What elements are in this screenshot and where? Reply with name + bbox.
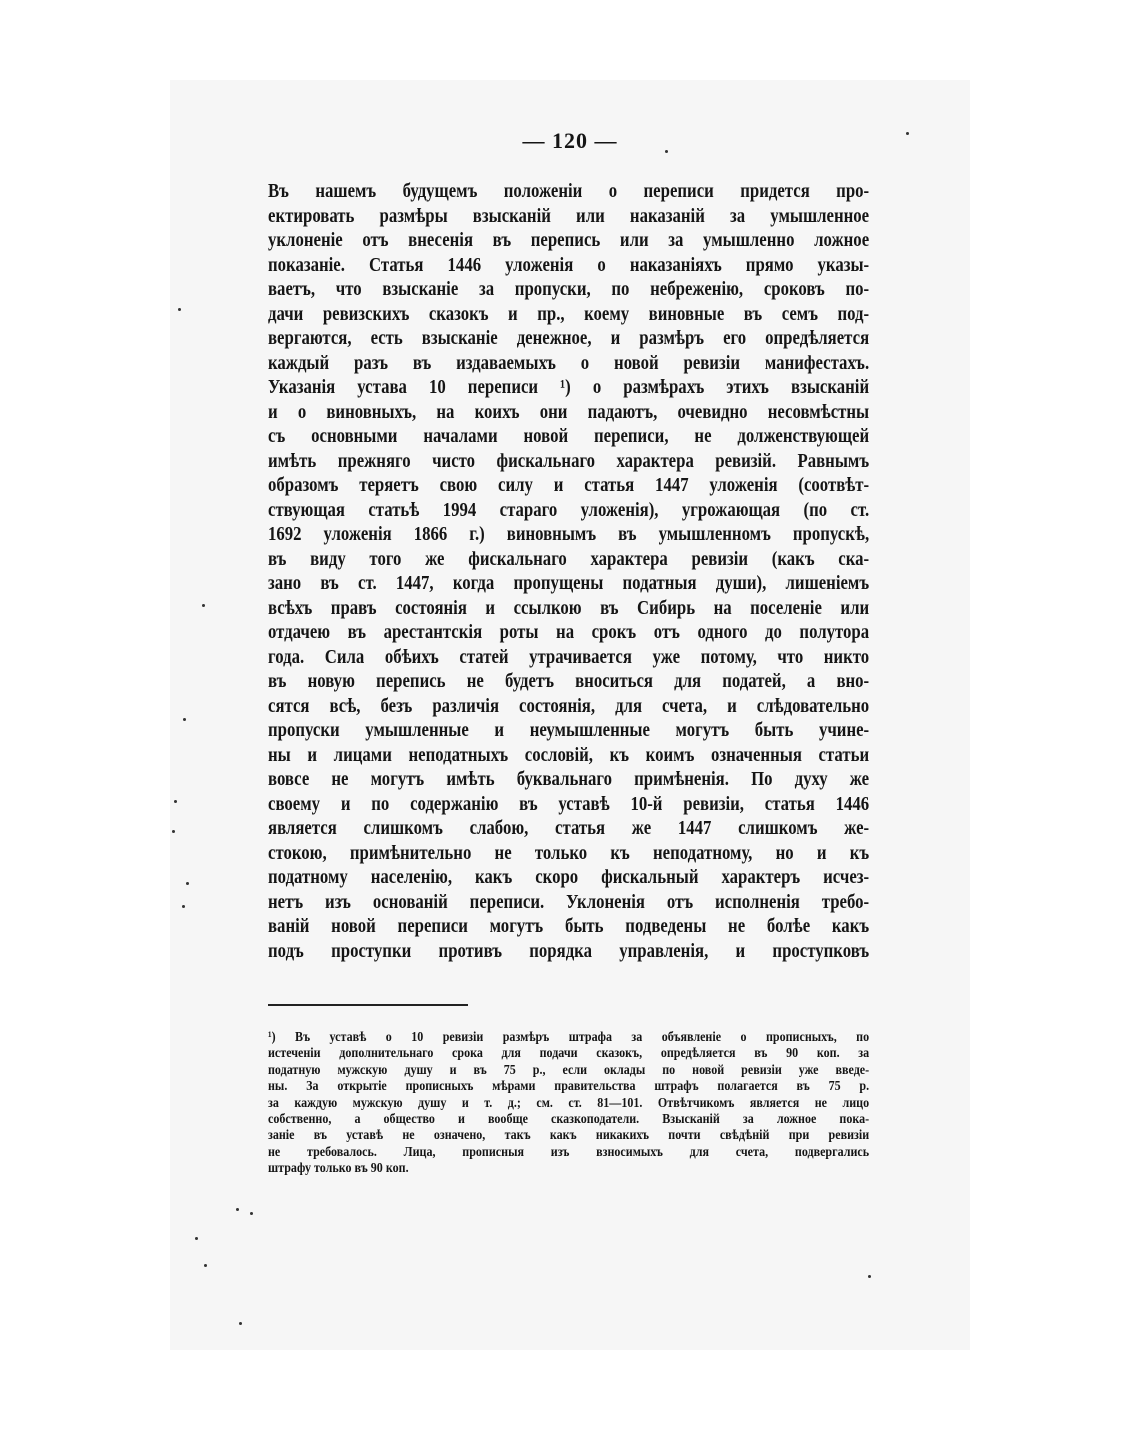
scan-speck [202,604,205,607]
footnote [268,1030,869,1178]
text-line: сятся всѣ, безъ различія состоянія, для счета, и слѣдовательно [268,695,870,717]
text-line: ствующая статьѣ 1994 стараго уложенія), угрожающая (по ст. [268,499,870,521]
text-line: является слишкомъ слабою, статья же 1447 слишкомъ же- [268,818,870,839]
text-line: въ виду того же фискальнаго характера ревизіи (какъ ска- [268,548,870,570]
text-line: вергаются, есть взысканіе денежное, и размѣръ его опредѣляется [268,328,870,349]
footnote-divider [268,1004,468,1006]
text-line: и о виновныхъ, на коихъ они падаютъ, очевидно несовмѣстны [268,401,870,423]
scan-speck [250,1212,253,1215]
text-line: Въ нашемъ будущемъ положеніи о переписи придется про- [268,181,870,202]
text-line: всѣхъ правъ состоянія и ссылкою въ Сибирь на поселеніе или [268,597,870,619]
text-line: имѣть прежняго чисто фискальнаго характера ревизій. Равнымъ [268,450,870,472]
footnote-line: ны. За открытіе прописныхъ мѣрами правительства штрафъ полагается въ 75 р. [268,1079,870,1095]
text-line: ны и лицами неподатныхъ сословій, къ коимъ означенныя статьи [268,744,870,766]
footnote-line: штрафу только въ 90 коп. [268,1161,409,1177]
scan-speck [204,1264,207,1267]
body-text [268,180,869,964]
text-line: своему и по содержанію въ уставѣ 10-й ревизіи, статья 1446 [268,793,870,815]
scan-speck [182,905,185,908]
text-line: ваній новой переписи могутъ быть подведены не болѣе какъ [268,916,870,937]
footnote-line: не требовалось. Лица, прописныя изъ взносимыхъ для счета, подвергались [268,1144,870,1160]
footnote-line: за каждую мужскую душу и т. д.; см. ст. 81—101. Отвѣтчикомъ является не лицо [268,1095,870,1111]
text-line: зано въ ст. 1447, когда пропущены податныя души), лишеніемъ [268,573,870,594]
text-line: нетъ изъ основаній переписи. Уклоненія отъ исполненія требо- [268,891,870,913]
text-line: подъ проступки противъ порядка управленія, и проступковъ [268,940,870,962]
text-line: дачи ревизскихъ сказокъ и пр., коему виновные въ семъ под- [268,303,870,325]
text-line: стокою, примѣнительно не только къ неподатному, но и къ [268,842,870,864]
text-line: пропуски умышленные и неумышленные могутъ быть учине- [268,720,870,741]
footnote-line: податную мужскую душу и въ 75 р., если оклады по новой ревизіи уже введе- [268,1062,870,1078]
footnote-line: заніе въ уставѣ не означено, такъ какъ никакихъ почти свѣдѣній при ревизіи [268,1128,870,1144]
text-line: ваетъ, что взысканіе за пропуски, по небреженію, сроковъ по- [268,279,870,300]
scan-speck [239,1322,242,1325]
scan-speck [195,1237,198,1240]
text-line: отдачею въ арестантскія роты на срокъ отъ одного до полутора [268,622,870,643]
scan-speck [868,1275,871,1278]
scan-speck [174,800,177,803]
page-number: — 120 — [522,128,618,153]
footnote-line: истеченіи дополнительнаго срока для подачи сказокъ, опредѣляется въ 90 коп. за [268,1046,870,1062]
scan-speck [178,308,181,311]
scan-speck [186,882,189,885]
text-line: съ основными началами новой переписи, не долженствующей [268,426,870,447]
scan-speck [172,830,175,833]
scan-speck [183,718,186,721]
text-line: образомъ теряетъ свою силу и статья 1447 уложенія (соотвѣт- [268,475,870,496]
scan-speck [665,150,668,153]
text-line: показаніе. Статья 1446 уложенія о наказаніяхъ прямо указы- [268,254,870,276]
text-line: года. Сила обѣихъ статей утрачивается уже потому, что никто [268,646,870,668]
text-line: 1692 уложенія 1866 г.) виновнымъ въ умышленномъ пропускѣ, [268,524,870,545]
footnote-line: собственно, а общество и вообще сказкоподатели. Взысканій за ложное пока- [268,1111,870,1127]
text-line: въ новую перепись не будетъ вноситься для податей, а вно- [268,671,870,692]
text-line: ектировать размѣры взысканій или наказаній за умышленное [268,205,870,227]
text-line: Указанія устава 10 переписи ¹) о размѣрахъ этихъ взысканій [268,377,870,398]
footnote-line: ¹) Въ уставѣ о 10 ревизіи размѣръ штрафа за объявленіе о прописныхъ, по [268,1030,870,1045]
text-line: вовсе не могутъ имѣть буквальнаго примѣненія. По духу же [268,769,870,790]
scan-speck [236,1208,239,1211]
text-line: каждый разъ въ издаваемыхъ о новой ревизіи манифестахъ. [268,352,870,374]
text-line: уклоненіе отъ внесенія въ перепись или за умышленно ложное [268,230,870,251]
text-line: податному населенію, какъ скоро фискальный характеръ исчез- [268,867,870,888]
scan-speck [906,132,909,135]
